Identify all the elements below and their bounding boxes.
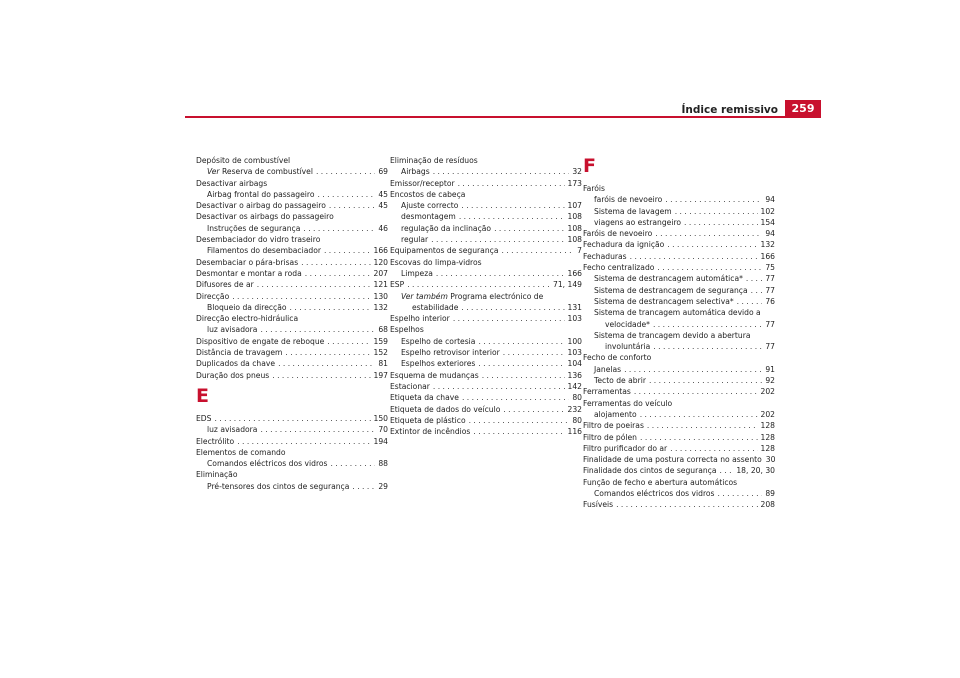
index-subentry [390,358,582,369]
entry-label: Airbag frontal do passageiro [207,189,315,199]
page-ref: 166 [760,251,775,261]
index-subentry [583,285,775,296]
index-subentry [196,458,388,469]
page-ref: 197 [373,370,388,380]
entry-label: Finalidade dos cintos de segurança [583,466,717,476]
index-column-2 [390,155,582,437]
index-entry: Faróis [583,184,605,193]
index-entry [196,279,388,290]
entry-label: Difusores de ar [196,280,254,290]
index-entry [583,443,775,454]
page-ref: 77 [765,285,775,295]
entry-label: regulação da inclinação [401,223,492,233]
page-ref: 88 [378,459,388,469]
entry-label: Desembaciar o pára-brisas [196,257,299,267]
index-subentry: Sistema de trancagem automática devido a [594,308,761,318]
page-ref: 91 [765,364,775,374]
index-entry [583,228,775,239]
index-entry [196,436,388,447]
entry-label: Filamentos do desembaciador [207,246,321,256]
index-entry [390,381,582,392]
index-subentry [583,319,775,330]
page-number-badge: 259 [785,100,821,117]
index-entry: Escovas do limpa-vidros [390,257,482,267]
entry-label: Comandos eléctricos dos vidros [207,459,328,469]
entry-label: Fechaduras [583,251,627,261]
index-subentry [583,273,775,284]
index-entry [583,262,775,273]
index-entry [390,178,582,189]
section-letter-e: E [196,384,209,407]
entry-label: Direcção [196,291,230,301]
page-ref: 173 [567,178,582,188]
entry-label: Comandos eléctricos dos vidros [594,489,715,499]
page-ref: 7 [577,246,582,256]
entry-label: Espelho retrovisor interior [401,348,500,358]
page-ref: 29 [378,481,388,491]
index-entry: Elementos de comando [196,447,286,457]
index-entry: Função de fecho e abertura automáticos [583,477,738,487]
entry-label: Duplicados da chave [196,359,276,369]
index-subentry [583,194,775,205]
index-subentry [390,347,582,358]
index-entry [583,251,775,262]
page-ref: 202 [760,409,775,419]
index-subentry [390,268,582,279]
page-ref: 130 [373,291,388,301]
entry-label: Finalidade de uma postura correcta no assento [583,455,762,465]
index-subentry [196,302,388,313]
page-ref: 132 [760,240,775,250]
index-subentry [390,211,582,222]
index-subentry [390,302,582,313]
index-entry: Eliminação de resíduos [390,156,478,165]
index-entry [583,499,775,510]
page-ref: 120 [373,257,388,267]
entry-label: Tecto de abrir [594,376,646,386]
page-ref: 80 [572,415,582,425]
entry-label: Duração dos pneus [196,370,270,380]
page-ref: 77 [765,342,775,352]
page-ref: 136 [567,370,582,380]
index-subentry [583,364,775,375]
entry-label: desmontagem [401,212,456,222]
page-ref: 32 [572,167,582,177]
entry-label: Extintor de incêndios [390,427,471,437]
index-entry: Ferramentas do veículo [583,398,673,408]
index-entry [390,245,582,256]
entry-label: involuntária [605,342,651,352]
index-subentry [196,189,388,200]
index-entry: Desembaciador do vidro traseiro [196,235,321,245]
entry-label: Etiqueta da chave [390,393,459,403]
index-entry [390,426,582,437]
entry-label: Filtro de pólen [583,432,637,442]
index-subentry [390,166,582,177]
header-rule [185,116,821,118]
index-subentry [390,200,582,211]
page-ref: 116 [567,427,582,437]
index-entry: Encostos de cabeça [390,189,466,199]
index-subentry [583,296,775,307]
index-subentry [196,166,388,177]
entry-label: Espelhos exteriores [401,359,476,369]
section-letter-f: F [583,155,596,177]
page-ref: 159 [373,336,388,346]
page-ref: 75 [765,263,775,273]
page-ref: 45 [378,189,388,199]
entry-label: Etiqueta de plástico [390,415,466,425]
page-ref: 152 [373,348,388,358]
page-ref: 166 [567,268,582,278]
entry-label: luz avisadora [207,325,258,335]
page-ref: 208 [760,500,775,510]
index-entry [390,392,582,403]
page-ref: 128 [760,443,775,453]
page-ref: 154 [760,217,775,227]
entry-label: Instruções de segurança [207,223,301,233]
entry-label: Esquema de mudanças [390,370,479,380]
index-subentry [196,245,388,256]
index-subentry [583,217,775,228]
index-subentry [583,206,775,217]
index-column-3 [583,155,775,511]
entry-label: Faróis de nevoeiro [583,229,653,239]
index-entry [196,336,388,347]
entry-label: Espelho de cortesia [401,336,476,346]
index-entry [196,347,388,358]
index-entry [583,454,775,465]
index-entry [196,413,388,424]
entry-label: Ferramentas [583,387,631,397]
page-ref: 30 [765,455,776,465]
entry-label: estabilidade [412,302,459,312]
entry-label: Estacionar [390,381,430,391]
see-also-reference: Ver também [401,291,448,301]
page-ref: 107 [567,201,582,211]
page-ref: 76 [765,296,775,306]
page-ref: 70 [378,425,388,435]
index-subentry [196,424,388,435]
page-ref: 92 [765,376,775,386]
page-ref: 45 [378,201,388,211]
entry-label: Sistema de destrancagem selectiva* [594,296,734,306]
page-ref: 103 [567,314,582,324]
entry-label: Sistema de destrancagem de segurança [594,285,748,295]
page-ref: 202 [760,387,775,397]
entry-label: EDS [196,413,212,423]
entry-label: Electrólito [196,436,235,446]
entry-label: Bloqueio da direcção [207,302,287,312]
entry-label: Sistema de destrancagem automática* [594,274,743,284]
entry-label: Limpeza [401,268,433,278]
entry-label: velocidade* [605,319,650,329]
index-subentry [390,223,582,234]
entry-label: Fechadura da ignição [583,240,665,250]
entry-label: Desactivar o airbag do passageiro [196,201,326,211]
index-entry [196,370,388,381]
entry-label: Distância de travagem [196,348,283,358]
index-entry [196,257,388,268]
index-entry [583,465,775,476]
entry-label: Fecho centralizado [583,263,655,273]
index-entry [390,370,582,381]
page-ref: 104 [567,359,582,369]
entry-label: ESP [390,280,405,290]
page-ref: 102 [760,206,775,216]
entry-label: Sistema de lavagem [594,206,672,216]
index-entry [583,239,775,250]
index-entry [196,268,388,279]
index-subentry [583,488,775,499]
page-ref: 46 [378,223,388,233]
index-entry: Desactivar os airbags do passageiro [196,212,334,222]
index-entry [390,313,582,324]
page-ref: 142 [567,381,582,391]
index-subentry: Sistema de trancagem devido a abertura [594,330,751,340]
index-entry [390,404,582,415]
entry-label: Etiqueta de dados do veículo [390,404,501,414]
entry-label: Desmontar e montar a roda [196,268,302,278]
index-entry [583,386,775,397]
page-ref: 68 [378,325,388,335]
index-subentry [390,336,582,347]
page-ref: 77 [765,319,775,329]
page-ref: 194 [373,436,388,446]
index-entry: Espelhos [390,325,424,335]
entry-label: Emissor/receptor [390,178,455,188]
index-entry: Fecho de conforto [583,353,652,363]
index-entry [196,200,388,211]
index-entry [390,415,582,426]
page-ref: 71, 149 [553,280,582,290]
header-title: Índice remissivo [681,104,778,116]
page-ref: 69 [378,167,388,177]
index-subentry [583,409,775,420]
page-ref: 131 [567,302,582,312]
page-ref: 81 [378,359,388,369]
page-ref: 108 [567,223,582,233]
index-subentry [196,324,388,335]
entry-label: Programa electrónico de [447,291,544,301]
page-ref: 121 [373,280,388,290]
page-ref: 94 [765,195,775,205]
entry-label: Janelas [594,364,622,374]
index-subentry [390,234,582,245]
page-ref: 150 [373,413,388,423]
page-ref: 89 [765,489,775,499]
entry-label: Dispositivo de engate de reboque [196,336,325,346]
entry-label: Reserva de combustível [219,167,313,177]
entry-label: Filtro purificador do ar [583,443,668,453]
entry-label: Espelho interior [390,314,450,324]
index-subentry [196,481,388,492]
page-ref: 103 [567,348,582,358]
page-ref: 132 [373,302,388,312]
entry-label: regular [401,235,429,245]
page-ref: 128 [760,432,775,442]
entry-label: Equipamentos de segurança [390,246,499,256]
entry-label: luz avisadora [207,425,258,435]
see-reference: Ver [207,167,220,177]
index-column-1 [196,155,388,492]
index-entry [196,291,388,302]
entry-label: Pré-tensores dos cintos de segurança [207,481,350,491]
page-ref: 18, 20, 30 [736,466,775,476]
page-ref: 108 [567,212,582,222]
page-ref: 80 [572,393,582,403]
index-entry [583,420,775,431]
page-ref: 207 [373,268,388,278]
page-ref: 166 [373,246,388,256]
index-subentry [390,291,582,302]
index-subentry [196,223,388,234]
entry-label: Filtro de poeiras [583,421,644,431]
entry-label: Airbags [401,167,430,177]
index-entry: Depósito de combustível [196,156,291,165]
page-ref: 94 [765,229,775,239]
entry-label: Ajuste correcto [401,201,459,211]
index-entry [390,279,582,290]
index-entry [196,358,388,369]
page-ref: 128 [760,421,775,431]
index-entry: Direcção electro-hidráulica [196,314,299,324]
index-subentry [583,341,775,352]
index-entry: Eliminação [196,470,238,480]
page-ref: 77 [765,274,775,284]
page-ref: 232 [567,404,582,414]
page-ref: 100 [567,336,582,346]
entry-label: alojamento [594,409,637,419]
entry-label: faróis de nevoeiro [594,195,663,205]
entry-label: viagens ao estrangeiro [594,217,682,227]
index-entry: Desactivar airbags [196,178,268,188]
index-entry [583,432,775,443]
index-subentry [583,375,775,386]
page-ref: 108 [567,235,582,245]
entry-label: Fusíveis [583,500,614,510]
